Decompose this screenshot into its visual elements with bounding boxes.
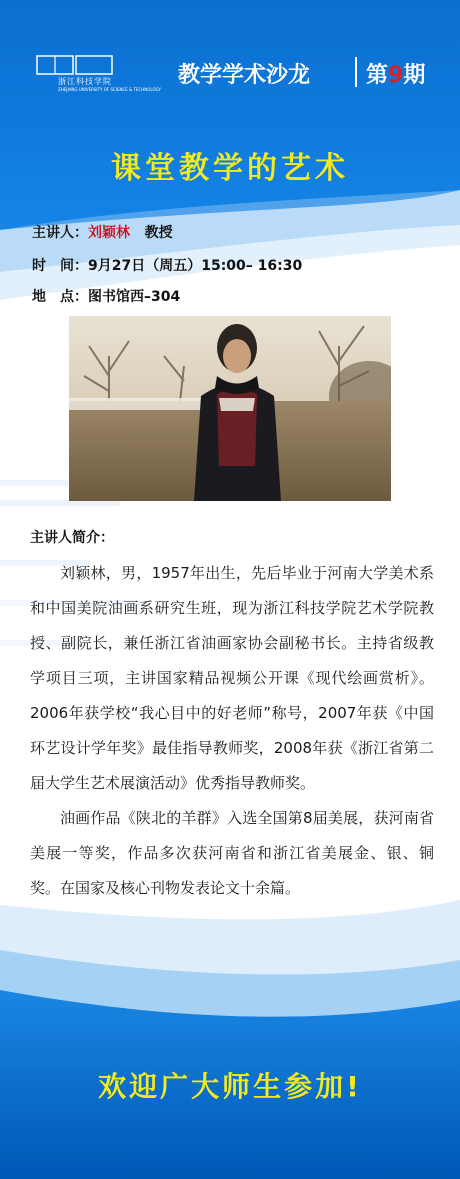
logo-text: 浙江科技学院 xyxy=(58,77,112,86)
issue-prefix: 第 xyxy=(366,63,389,88)
time-label: 时 间： xyxy=(32,258,88,274)
school-logo xyxy=(36,52,161,100)
bio-heading: 主讲人简介： xyxy=(30,530,114,546)
series-title: 教学学术沙龙 xyxy=(178,63,311,88)
issue-suffix: 期 xyxy=(403,63,426,88)
series-divider xyxy=(355,57,357,87)
place-label: 地 点： xyxy=(32,289,88,305)
place-value: 图书馆西–304 xyxy=(88,289,181,305)
issue-label xyxy=(366,58,425,89)
logo-subtext: ZHEJIANG UNIVERSITY OF SCIENCE & TECHNOLOGY xyxy=(58,87,161,92)
bio-text xyxy=(30,556,434,906)
speaker-photo xyxy=(69,316,391,501)
issue-number: 9 xyxy=(388,63,404,88)
welcome-banner: 欢迎广大师生参加! xyxy=(98,1070,362,1103)
speaker-name: 刘颖林 xyxy=(88,225,130,241)
speaker-line xyxy=(32,222,173,242)
bio-paragraph: 刘颖林，男，1957年出生，先后毕业于河南大学美术系和中国美院油画系研究生班，现为浙江科技学院艺术学院教授、副院长，兼任浙江省油画家协会副秘书长。主持省级教学项目三项，主讲国家精品视频公开课《现代绘画赏析》。2006年获学校“我心目中的好老师”称号，2007年获《中国环艺设计学年奖》最佳指导教师奖，2008年获《浙江省第二届大学生艺术展演活动》优秀指导教师奖。 xyxy=(30,564,434,792)
bio-paragraph: 油画作品《陕北的羊群》入选全国第8届美展，获河南省美展一等奖，作品多次获河南省和浙江省美展金、银、铜奖。在国家及核心刊物发表论文十余篇。 xyxy=(30,809,434,897)
time-value: 9月27日（周五）15:00– 16:30 xyxy=(88,258,303,274)
speaker-label: 主讲人： xyxy=(32,225,88,241)
speaker-title: 教授 xyxy=(144,225,173,241)
time-line xyxy=(32,255,302,275)
place-line xyxy=(32,286,180,306)
page-title: 课堂教学的艺术 xyxy=(111,151,349,186)
